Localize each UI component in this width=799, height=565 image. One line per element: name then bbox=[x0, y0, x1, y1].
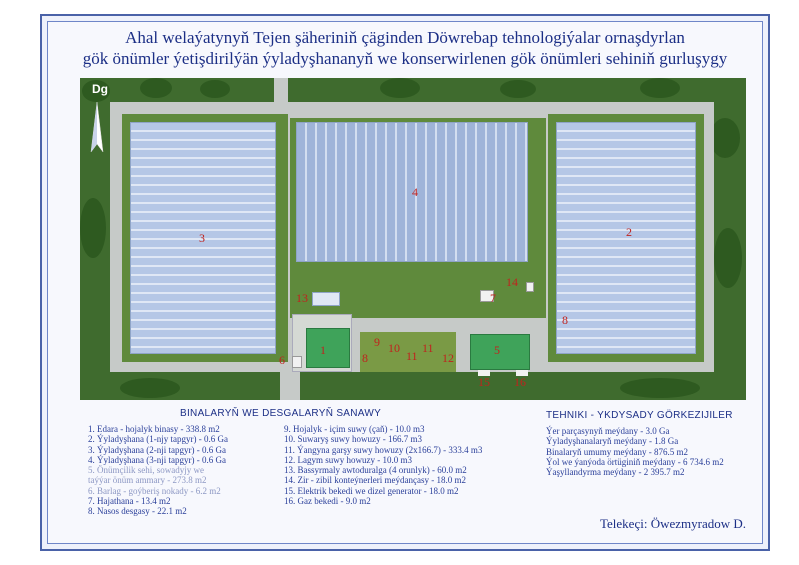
list-item: 11. Ýangyna garşy suwy howuzy (2x166.7) - 333.4 m3 bbox=[284, 444, 483, 455]
label-4: 4 bbox=[412, 185, 418, 199]
list-item: 4. Ýyladyşhana (3-nji tapgyr) - 0.6 Ga bbox=[88, 454, 226, 465]
tree bbox=[80, 198, 106, 258]
tree bbox=[620, 378, 700, 398]
list-item: 9. Hojalyk - içim suwy (çaň) - 10.0 m3 bbox=[284, 424, 425, 434]
label-12: 12 bbox=[442, 351, 454, 365]
list-item: 1. Edara - hojalyk binasy - 338.8 m2 bbox=[88, 424, 220, 434]
building-6 bbox=[292, 356, 302, 368]
list-item: Ýyladyşhanalaryň meýdany - 1.8 Ga bbox=[546, 436, 679, 447]
list-item: 8. Nasos desgasy - 22.1 m2 bbox=[88, 506, 187, 517]
list-item: Ýer parçasynyň meýdany - 3.0 Ga bbox=[546, 426, 670, 436]
tree bbox=[710, 118, 740, 158]
title-line-2: gök önümler ýetişdirilýän ýyladyşhananyň we konserwirlenen gök önümleri sehiniň gurluşygy bbox=[82, 49, 728, 68]
south-road bbox=[280, 368, 300, 400]
label-13: 13 bbox=[296, 291, 308, 305]
label-8: 8 bbox=[562, 313, 568, 327]
list-item: 13. Bassyrmaly awtoduralga (4 orunlyk) - 60.0 m2 bbox=[284, 465, 467, 476]
buildings-list-2 bbox=[284, 424, 482, 506]
title-line-1: Ahal welaýatynyň Tejen şäheriniň çäginden Döwrebap tehnologiýalar ornaşdyrlan bbox=[125, 28, 685, 47]
label-5: 5 bbox=[494, 343, 500, 357]
signature: Telekeçi: Öwezmyradow D. bbox=[600, 516, 747, 531]
list-item: Ýaşyllandyrma meýdany - 2 395.7 m2 bbox=[546, 467, 685, 478]
buildings-list-1 bbox=[88, 424, 228, 517]
north-label: Dg bbox=[92, 82, 108, 96]
label-2: 2 bbox=[626, 225, 632, 239]
list-item: 2. Ýyladyşhana (1-njy tapgyr) - 0.6 Ga bbox=[88, 434, 228, 445]
label-14: 14 bbox=[506, 275, 518, 289]
list-item: Ýol we ýanýoda örtüginiň meýdany - 6 734.6 m2 bbox=[546, 456, 724, 467]
tree bbox=[380, 78, 420, 98]
list-item: 12. Lagym suwy howuzy - 10.0 m3 bbox=[284, 454, 412, 465]
building-14 bbox=[526, 282, 534, 292]
technical-list bbox=[546, 426, 724, 477]
label-11b: 11 bbox=[406, 349, 418, 363]
label-7: 7 bbox=[490, 291, 496, 305]
label-16: 16 bbox=[514, 375, 526, 389]
label-8b: 8 bbox=[362, 351, 368, 365]
tree bbox=[640, 78, 680, 98]
label-15: 15 bbox=[478, 375, 490, 389]
list-item: 6. Barlag - goýberiş nokady - 6.2 m2 bbox=[88, 485, 221, 496]
list-item: 14. Zir - zibil konteýnerleri meýdançasy - 18.0 m2 bbox=[284, 475, 466, 486]
label-1: 1 bbox=[320, 343, 326, 357]
tree bbox=[140, 78, 172, 98]
tree bbox=[200, 80, 230, 98]
tree bbox=[714, 228, 742, 288]
technical-heading: TEHNIKI - YKDYSADY GÖRKEZIJILER bbox=[546, 410, 733, 421]
list-item: 15. Elektrik bekedi we dizel generator - 18.0 m2 bbox=[284, 485, 459, 496]
label-6: 6 bbox=[279, 353, 285, 367]
tree bbox=[500, 80, 536, 98]
parking-13 bbox=[312, 292, 340, 306]
list-item: 16. Gaz bekedi - 9.0 m2 bbox=[284, 496, 371, 507]
north-arrow-icon bbox=[90, 102, 104, 154]
tree bbox=[120, 378, 180, 398]
label-3: 3 bbox=[199, 231, 205, 245]
buildings-heading: BINALARYŇ WE DESGALARYŇ SANAWY bbox=[180, 408, 382, 419]
list-item: 10. Suwaryş suwy howuzy - 166.7 m3 bbox=[284, 434, 422, 445]
building-5 bbox=[470, 334, 530, 370]
label-11a: 11 bbox=[422, 341, 434, 355]
north-road bbox=[274, 78, 288, 104]
list-item: 7. Hajathana - 13.4 m2 bbox=[88, 496, 171, 507]
list-item: 5. Önümçilik sehi, sowadyjy we bbox=[88, 465, 204, 476]
list-item: Binalaryň umumy meýdany - 876.5 m2 bbox=[546, 446, 688, 457]
label-9: 9 bbox=[374, 335, 380, 349]
label-10: 10 bbox=[388, 341, 400, 355]
list-item: taýýar önüm ammary - 273.8 m2 bbox=[88, 475, 207, 486]
list-item: 3. Ýyladyşhana (2-nji tapgyr) - 0.6 Ga bbox=[88, 444, 226, 455]
building-1 bbox=[306, 328, 350, 368]
